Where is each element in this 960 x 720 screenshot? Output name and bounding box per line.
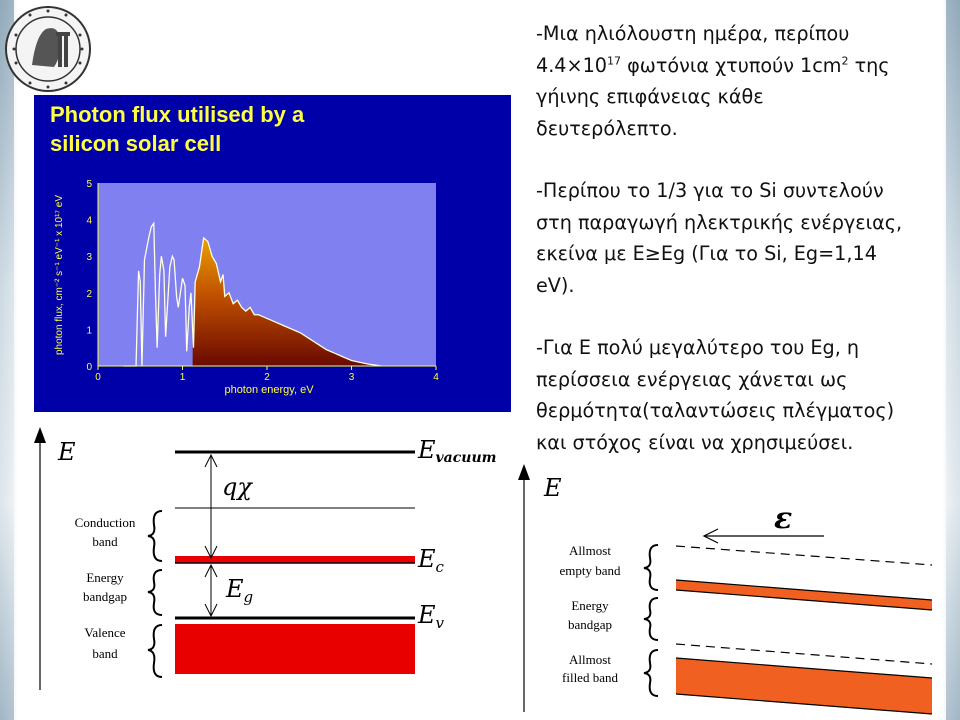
text-line: eV). (536, 273, 575, 297)
y-tick-label: 4 (86, 215, 92, 227)
energy-axis-arrow (34, 427, 46, 443)
x-axis-label: photon energy, eV (224, 384, 314, 396)
text-line: -Περίπου το 1/3 για το Si συντελούν (536, 179, 884, 202)
y-axis-label: photon flux, cm⁻² s⁻¹ eV⁻¹ x 10¹⁷ eV (54, 194, 65, 356)
gap-label-l2: bandgap (567, 617, 613, 632)
text-line: 4.4×10 (536, 53, 608, 77)
valence-label-l2: band (92, 646, 118, 661)
e-letter: E (418, 436, 436, 464)
empty-label-l1: Allmost (569, 543, 611, 558)
brace-filled (644, 650, 658, 696)
filled-label-l2: filled band (562, 670, 618, 685)
ev-subscript: v (435, 614, 445, 632)
gap-label-l1: Energy (86, 570, 124, 585)
electron-affinity-label: qχ (222, 473, 252, 501)
valence-label-l1: Valence (84, 625, 126, 640)
y-tick-label: 1 (86, 325, 92, 337)
text-line: περίσσεια ενέργειας χάνεται ως (536, 367, 848, 391)
field-label: ε (774, 501, 793, 536)
paragraph-si-fraction (536, 175, 956, 301)
chart-title-line2: silicon solar cell (50, 131, 222, 156)
x-tick-label: 3 (348, 372, 355, 383)
superscript: 2 (841, 54, 849, 68)
band-diagram-field (512, 462, 960, 720)
ec-label (417, 545, 445, 576)
vacuum-subscript: vacuum (435, 450, 497, 466)
valence-band-fill (175, 624, 415, 674)
e-letter: E (226, 575, 244, 603)
y-tick-label: 2 (86, 288, 92, 300)
text-line: -Μια ηλιόλουστη ημέρα, περίπου (536, 22, 850, 45)
ev-label (417, 601, 445, 632)
gap-subscript: g (243, 588, 254, 606)
paragraph-excess-energy (536, 332, 956, 458)
conduction-band-edge (676, 580, 932, 610)
text-line: στη παραγωγή ηλεκτρικής ενέργειας, (536, 210, 903, 234)
brace-valence (148, 625, 162, 677)
filled-label-l1: Allmost (569, 652, 611, 667)
e-letter: E (418, 601, 436, 629)
university-seal-logo (0, 5, 100, 93)
left-edge-decoration (0, 0, 14, 720)
y-tick-label: 5 (86, 179, 92, 190)
x-tick-label: 0 (95, 372, 101, 383)
brace-gap (148, 570, 162, 615)
energy-axis-label: E (58, 438, 76, 466)
ec-subscript: c (435, 558, 444, 576)
band-diagram-vacuum (30, 425, 510, 715)
energy-axis-arrow (518, 464, 530, 480)
text-line: φωτόνια χτυπούν 1cm (621, 53, 842, 77)
gap-label-l1: Energy (571, 598, 609, 613)
bandgap-label (225, 575, 253, 606)
text-line: -Για Ε πολύ μεγαλύτερο του Eg, η (536, 336, 860, 359)
x-tick-label: 1 (179, 372, 186, 383)
superscript: 17 (607, 54, 622, 68)
y-tick-label: 0 (86, 362, 92, 373)
explanation-text (536, 18, 956, 489)
vacuum-level-label (417, 436, 496, 466)
valence-band-fill (676, 658, 932, 714)
brace-empty (644, 545, 658, 590)
text-line: και στόχος είναι να χρησιμεύσει. (536, 430, 854, 454)
upper-dashed-line (676, 546, 932, 565)
brace-conduction (148, 511, 162, 561)
text-line: θερμότητα(ταλαντώσεις πλέγματος) (536, 399, 895, 422)
y-tick-label: 3 (86, 252, 92, 264)
e-letter: E (418, 545, 436, 573)
text-line: γήινης επιφάνειας κάθε (536, 85, 764, 108)
empty-label-l2: empty band (559, 563, 621, 578)
text-line: εκείνα με E≥Eg (Για το Si, Eg=1,14 (536, 242, 877, 265)
chart-title-line1: Photon flux utilised by a (50, 102, 305, 127)
conduction-label-l2: band (92, 534, 118, 549)
x-tick-label: 2 (264, 372, 270, 383)
x-tick-label: 4 (433, 372, 439, 383)
energy-axis-label: E (544, 474, 562, 502)
text-line: της (848, 53, 890, 77)
brace-gap (644, 598, 658, 640)
text-line: δευτερόλεπτο. (536, 116, 678, 140)
conduction-label-l1: Conduction (74, 515, 136, 530)
gap-label-l2: bandgap (82, 589, 128, 604)
paragraph-sunny-day (536, 18, 956, 144)
photon-flux-chart (34, 95, 511, 412)
